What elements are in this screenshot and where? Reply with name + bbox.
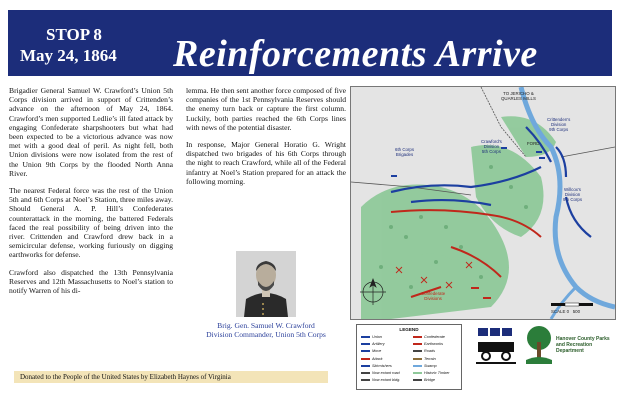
legend-label: Attack xyxy=(372,356,383,361)
legend-item xyxy=(361,342,385,346)
text-column-middle xyxy=(186,86,346,194)
legend-label: Confederate xyxy=(424,335,445,339)
paragraph: Brigadier General Samuel W. Crawford’s Union 5th Corps division arrived in support of Crittenden’s advance on the afternoon of May 24, 1864. Crawford’s men supported Ledlie’s ill fated attack by engaging Confederate sharpshooters but what had been expected to be a victorious advance was now met with a good deal of peril. As night fell, both Union divisions were now isolated from the rest of the Union 9th Corps by the flooded North Anna River. xyxy=(9,86,173,178)
legend-item xyxy=(361,349,381,353)
text-column-left xyxy=(9,86,173,303)
legend-label: Union xyxy=(372,335,382,339)
paragraph: Crawford also dispatched the 13th Pennsylvania Reserves and 12th Massachusetts to Noel’s station to notify Warren of his di- xyxy=(9,267,173,296)
legend-swatch xyxy=(361,379,370,381)
legend-item xyxy=(361,364,392,368)
legend-swatch xyxy=(413,372,422,374)
legend-swatch xyxy=(413,343,422,345)
map-legend xyxy=(356,324,462,390)
legend-label: Roads xyxy=(424,349,435,354)
legend-swatch xyxy=(413,336,422,338)
map-label-confederate: Confederate Divisions xyxy=(421,291,446,301)
legend-item xyxy=(361,378,400,382)
legend-item xyxy=(413,335,445,339)
legend-item xyxy=(413,371,450,375)
legend-swatch xyxy=(361,343,370,345)
map-label-ford: FORD xyxy=(527,141,540,146)
map-label-scale: SCALE 0 500 xyxy=(551,309,581,314)
legend-label: Bridge xyxy=(424,378,435,383)
portrait-image xyxy=(236,251,296,317)
donation-banner: Donated to the People of the United States by Elizabeth Haynes of Virginia xyxy=(14,371,328,383)
legend-swatch xyxy=(361,358,370,360)
map-label-jericho: TO JERICHO & QUARLES MILLS xyxy=(501,91,536,101)
legend-item xyxy=(413,378,435,382)
legend-swatch xyxy=(413,350,422,352)
legend-item xyxy=(413,357,436,361)
hanover-county-logo xyxy=(524,324,554,366)
stop-number: STOP 8 xyxy=(46,25,102,44)
legend-title: LEGEND xyxy=(399,327,419,332)
stop-date: May 24, 1864 xyxy=(20,46,117,65)
legend-item xyxy=(413,342,443,346)
header-banner xyxy=(8,10,612,76)
legend-swatch xyxy=(413,379,422,381)
page-title: Reinforcements Arrive xyxy=(173,33,538,75)
legend-item xyxy=(361,371,400,375)
legend-swatch xyxy=(361,365,370,367)
legend-item xyxy=(413,349,435,353)
legend-swatch xyxy=(361,336,370,338)
paragraph: lemma. He then sent another force composed of five companies of the 1st Pennsylvania Reserves should the enemy turn back or capture the first column. Luckily, both parties reached the 6th Corps lines with news of the potential disaster. xyxy=(186,86,346,132)
legend-label: Now extant road xyxy=(372,371,400,375)
scale-bar xyxy=(551,303,593,306)
legend-label: Artillery xyxy=(372,342,385,347)
paragraph: In response, Major General Horatio G. Wright dispatched two brigades of his 6th Corps through the night to reach Crawford, while all of the Federal infantry at Noel’s Station prepared for an attack the following morning. xyxy=(186,140,346,186)
legend-label: Skirmishers xyxy=(372,363,392,368)
legend-label: Move xyxy=(372,349,382,354)
paragraph: The nearest Federal force was the rest of the Union 5th and 6th Corps at Noel’s Station, three miles away. Should General A. P. Hill’s Confederates counterattack in the morning, the battered Federals faced the real possibility of being driven into the river. Crittenden and Crawford drew back in a semicircular defense, working furiously on digging earthworks for defense. xyxy=(9,186,173,260)
caption-name: Brig. Gen. Samuel W. Crawford xyxy=(217,321,315,330)
legend-swatch xyxy=(413,365,422,367)
legend-label: Terrain xyxy=(424,356,436,361)
legend-item xyxy=(361,357,383,361)
legend-swatch xyxy=(361,350,370,352)
sponsor-logo-battlefield xyxy=(474,326,518,366)
map-label-crawford: Crawford's Division 5th Corps xyxy=(481,139,502,154)
legend-label: Swamp xyxy=(424,363,437,368)
stop-label xyxy=(20,24,117,66)
map-label-sixth-corps: 6th Corps Brigades xyxy=(395,147,415,157)
legend-item xyxy=(361,335,382,339)
legend-item xyxy=(413,364,437,368)
legend-swatch xyxy=(413,358,422,360)
battle-map xyxy=(350,86,616,320)
caption-role: Division Commander, Union 5th Corps xyxy=(206,330,326,340)
portrait-caption xyxy=(186,321,346,339)
portrait-photo xyxy=(236,251,296,317)
map-label-crittenden: Crittenden's Division 9th Corps xyxy=(547,117,571,132)
hanover-county-text: Hanover County Parks and Recreation Department xyxy=(556,336,610,354)
legend-label: Now extant bldg. xyxy=(372,378,401,383)
map-graphic xyxy=(351,87,615,319)
legend-label: Earthworks xyxy=(424,342,443,347)
map-label-willcox: Willcox's Division 9th Corps xyxy=(563,187,583,202)
legend-swatch xyxy=(361,372,370,374)
legend-label: Historic Timber xyxy=(424,371,450,375)
